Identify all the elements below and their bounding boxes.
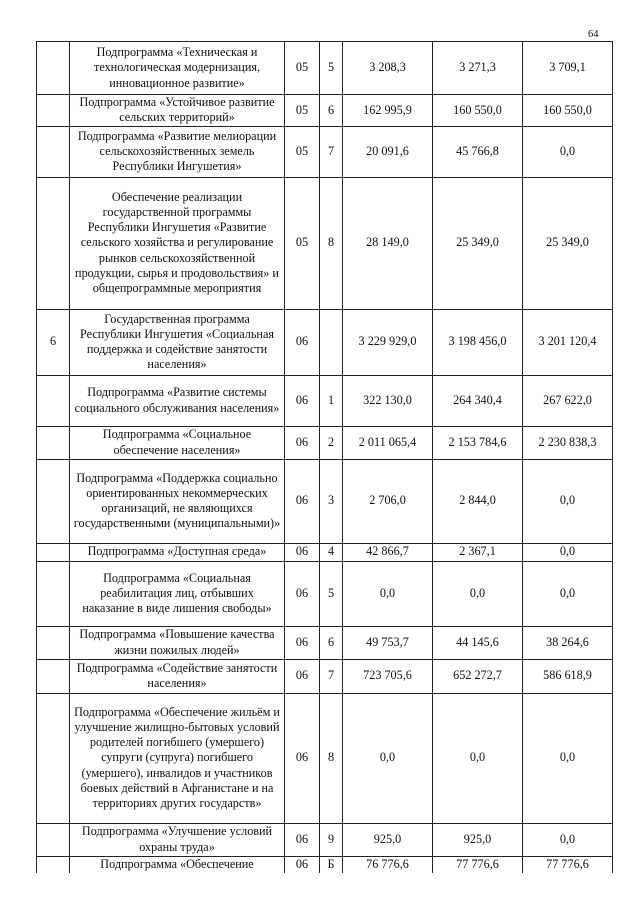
- amount-year2-cell: 0,0: [433, 693, 523, 823]
- amount-year3-cell: 0,0: [523, 126, 613, 177]
- budget-table: [36, 41, 613, 873]
- subprogram-code-cell: 9: [320, 823, 343, 856]
- amount-year2-cell: 2 844,0: [433, 459, 523, 543]
- program-code-cell: 06: [285, 426, 320, 459]
- subprogram-code-cell: [320, 309, 343, 375]
- amount-year1-cell: 28 149,0: [343, 177, 433, 309]
- amount-year2-cell: 0,0: [433, 561, 523, 626]
- table-row: [37, 309, 613, 375]
- subprogram-code-cell: 8: [320, 177, 343, 309]
- row-number-cell: [37, 693, 70, 823]
- amount-year1-cell: 3 208,3: [343, 42, 433, 95]
- amount-year1-cell: 3 229 929,0: [343, 309, 433, 375]
- program-code-cell: 06: [285, 375, 320, 426]
- table-row: [37, 856, 613, 873]
- amount-year3-cell: 0,0: [523, 693, 613, 823]
- subprogram-code-cell: 7: [320, 126, 343, 177]
- row-number-cell: [37, 42, 70, 95]
- subprogram-code-cell: 4: [320, 543, 343, 561]
- program-code-cell: 06: [285, 543, 320, 561]
- program-name-cell: Обеспечение реализации государственной программы Республики Ингушетия «Развитие сельского хозяйства и регулирование рынков сельскохозяйственной продукции, сырья и продовольствия» и общепрограммные мероприятия: [70, 177, 285, 309]
- amount-year2-cell: 2 367,1: [433, 543, 523, 561]
- subprogram-code-cell: 2: [320, 426, 343, 459]
- subprogram-code-cell: 6: [320, 626, 343, 659]
- program-name-cell: Подпрограмма «Социальная реабилитация лиц, отбывших наказание в виде лишения свободы»: [70, 561, 285, 626]
- amount-year2-cell: 44 145,6: [433, 626, 523, 659]
- program-code-cell: 05: [285, 177, 320, 309]
- program-name-cell: Подпрограмма «Доступная среда»: [70, 543, 285, 561]
- table-row: [37, 626, 613, 659]
- row-number-cell: [37, 177, 70, 309]
- table-row: [37, 95, 613, 127]
- program-name-cell: Подпрограмма «Обеспечение: [70, 856, 285, 873]
- program-name-cell: Государственная программа Республики Ингушетия «Социальная поддержка и содействие занятости населения»: [70, 309, 285, 375]
- program-name-cell: Подпрограмма «Улучшение условий охраны труда»: [70, 823, 285, 856]
- amount-year3-cell: 160 550,0: [523, 95, 613, 127]
- subprogram-code-cell: 6: [320, 95, 343, 127]
- row-number-cell: [37, 459, 70, 543]
- program-code-cell: 06: [285, 856, 320, 873]
- amount-year3-cell: 0,0: [523, 823, 613, 856]
- table-row: [37, 126, 613, 177]
- program-name-cell: Подпрограмма «Развитие системы социального обслуживания населения»: [70, 375, 285, 426]
- amount-year3-cell: 38 264,6: [523, 626, 613, 659]
- amount-year1-cell: 322 130,0: [343, 375, 433, 426]
- amount-year1-cell: 20 091,6: [343, 126, 433, 177]
- table-row: [37, 426, 613, 459]
- program-name-cell: Подпрограмма «Устойчивое развитие сельских территорий»: [70, 95, 285, 127]
- program-name-cell: Подпрограмма «Повышение качества жизни пожилых людей»: [70, 626, 285, 659]
- program-name-cell: Подпрограмма «Техническая и технологическая модернизация, инновационное развитие»: [70, 42, 285, 95]
- amount-year1-cell: 723 705,6: [343, 659, 433, 693]
- row-number-cell: [37, 426, 70, 459]
- row-number-cell: [37, 95, 70, 127]
- program-code-cell: 06: [285, 561, 320, 626]
- amount-year2-cell: 2 153 784,6: [433, 426, 523, 459]
- amount-year1-cell: 2 706,0: [343, 459, 433, 543]
- amount-year1-cell: 0,0: [343, 561, 433, 626]
- amount-year2-cell: 45 766,8: [433, 126, 523, 177]
- amount-year1-cell: 0,0: [343, 693, 433, 823]
- amount-year1-cell: 162 995,9: [343, 95, 433, 127]
- amount-year2-cell: 77 776,6: [433, 856, 523, 873]
- subprogram-code-cell: 3: [320, 459, 343, 543]
- table-row: [37, 561, 613, 626]
- amount-year2-cell: 3 198 456,0: [433, 309, 523, 375]
- amount-year3-cell: 0,0: [523, 561, 613, 626]
- program-code-cell: 06: [285, 659, 320, 693]
- program-name-cell: Подпрограмма «Поддержка социально ориентированных некоммерческих организаций, не являющихся государственными (муниципальными)»: [70, 459, 285, 543]
- subprogram-code-cell: 1: [320, 375, 343, 426]
- row-number-cell: [37, 126, 70, 177]
- program-name-cell: Подпрограмма «Содействие занятости населения»: [70, 659, 285, 693]
- amount-year3-cell: 0,0: [523, 543, 613, 561]
- row-number-cell: 6: [37, 309, 70, 375]
- subprogram-code-cell: 7: [320, 659, 343, 693]
- amount-year3-cell: 0,0: [523, 459, 613, 543]
- program-code-cell: 06: [285, 459, 320, 543]
- amount-year2-cell: 652 272,7: [433, 659, 523, 693]
- table-row: [37, 42, 613, 95]
- subprogram-code-cell: 5: [320, 561, 343, 626]
- subprogram-code-cell: 5: [320, 42, 343, 95]
- amount-year1-cell: 925,0: [343, 823, 433, 856]
- program-code-cell: 06: [285, 626, 320, 659]
- program-code-cell: 06: [285, 309, 320, 375]
- amount-year1-cell: 76 776,6: [343, 856, 433, 873]
- table-row: [37, 375, 613, 426]
- program-code-cell: 06: [285, 823, 320, 856]
- table-row: [37, 693, 613, 823]
- row-number-cell: [37, 659, 70, 693]
- program-name-cell: Подпрограмма «Обеспечение жильём и улучшение жилищно-бытовых условий родителей погибшего (умершего) супруги (супруга) погибшего (умершего), инвалидов и участников боевых действий в Афганистане и на территориях других государств»: [70, 693, 285, 823]
- subprogram-code-cell: Б: [320, 856, 343, 873]
- amount-year3-cell: 3 709,1: [523, 42, 613, 95]
- amount-year2-cell: 3 271,3: [433, 42, 523, 95]
- table-body: [37, 42, 613, 874]
- program-code-cell: 05: [285, 42, 320, 95]
- table-row: [37, 177, 613, 309]
- amount-year1-cell: 2 011 065,4: [343, 426, 433, 459]
- table-row: [37, 823, 613, 856]
- program-name-cell: Подпрограмма «Социальное обеспечение населения»: [70, 426, 285, 459]
- row-number-cell: [37, 543, 70, 561]
- row-number-cell: [37, 561, 70, 626]
- amount-year2-cell: 25 349,0: [433, 177, 523, 309]
- amount-year3-cell: 77 776,6: [523, 856, 613, 873]
- amount-year3-cell: 267 622,0: [523, 375, 613, 426]
- page-number: 64: [588, 29, 599, 40]
- amount-year2-cell: 925,0: [433, 823, 523, 856]
- row-number-cell: [37, 823, 70, 856]
- program-code-cell: 05: [285, 126, 320, 177]
- amount-year1-cell: 49 753,7: [343, 626, 433, 659]
- program-name-cell: Подпрограмма «Развитие мелиорации сельскохозяйственных земель Республики Ингушетия»: [70, 126, 285, 177]
- amount-year3-cell: 25 349,0: [523, 177, 613, 309]
- amount-year1-cell: 42 866,7: [343, 543, 433, 561]
- amount-year2-cell: 264 340,4: [433, 375, 523, 426]
- table-row: [37, 459, 613, 543]
- program-code-cell: 05: [285, 95, 320, 127]
- row-number-cell: [37, 375, 70, 426]
- amount-year3-cell: 3 201 120,4: [523, 309, 613, 375]
- table-row: [37, 659, 613, 693]
- subprogram-code-cell: 8: [320, 693, 343, 823]
- amount-year3-cell: 586 618,9: [523, 659, 613, 693]
- table-row: [37, 543, 613, 561]
- row-number-cell: [37, 856, 70, 873]
- program-code-cell: 06: [285, 693, 320, 823]
- amount-year2-cell: 160 550,0: [433, 95, 523, 127]
- amount-year3-cell: 2 230 838,3: [523, 426, 613, 459]
- row-number-cell: [37, 626, 70, 659]
